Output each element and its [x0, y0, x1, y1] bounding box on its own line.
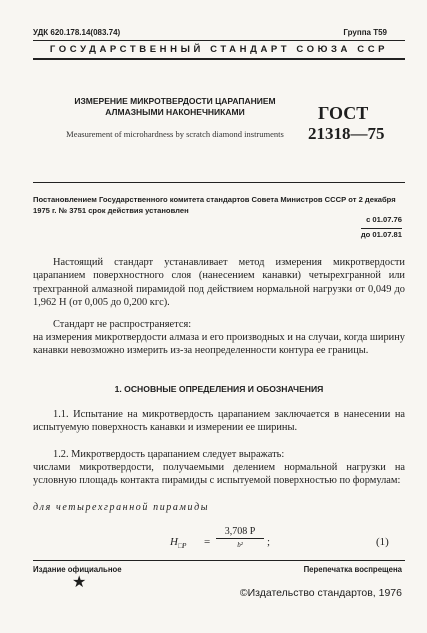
formula-subscript: □P	[177, 542, 187, 551]
valid-from: с 01.07.76	[366, 215, 402, 224]
decree-text: Постановлением Государственного комитета стандартов Совета Министров СССР от 2 декабря 1975 г. № 3751 срок действия установлен	[33, 195, 396, 215]
formula-number: (1)	[376, 536, 389, 548]
title-rule	[33, 182, 405, 183]
reprint-forbidden: Перепечатка воспрещена	[303, 565, 402, 574]
gost-label: ГОСТ	[318, 103, 369, 123]
copyright: ©Издательство стандартов, 1976	[239, 587, 402, 599]
formula-numerator: 3,708 P	[216, 526, 264, 539]
clause-1-2-text: числами микротвердости, получаемыми делением нормальной нагрузки на условную площадь контакта пирамиды с испытуемой поверхностью по формулам:	[33, 462, 405, 487]
official-edition: Издание официальное	[33, 565, 122, 574]
formula-denominator: b²	[237, 541, 243, 549]
formula-fraction	[216, 526, 264, 549]
gost-number: 21318—75	[308, 124, 385, 143]
pyramid-line: для четырехгранной пирамиды	[33, 502, 210, 513]
footer-rule	[33, 560, 405, 561]
scope-paragraph: Стандарт не распространяется:	[53, 319, 192, 330]
clause-1-1: 1.1. Испытание на микротвердость царапанием заключается в нанесении на испытуемую поверхность канавки и измерении ее ширины.	[33, 409, 405, 434]
group-code: Группа Т59	[343, 28, 387, 37]
formula-semicolon: ;	[267, 536, 271, 548]
document-title-ru: ИЗМЕРЕНИЕ МИКРОТВЕРДОСТИ ЦАРАПАНИЕМ АЛМАЗНЫМИ НАКОНЕЧНИКАМИ	[74, 96, 276, 117]
valid-to: до 01.07.81	[360, 230, 402, 239]
star-icon: ★	[72, 574, 87, 591]
standard-title: ГОСУДАРСТВЕННЫЙ СТАНДАРТ СОЮЗА ССР	[49, 44, 389, 55]
intro-paragraph: Настоящий стандарт устанавливает метод измерения микротвердости царапанием поверхностного слоя (нанесением канавки) четырехгранной или трехгранной алмазной пирамидой под действием нормальной нагрузки от 0,049 до 1,962 Н (от 0,005 до 0,200 кгс).	[33, 257, 405, 308]
document-title-en: Measurement of microhardness by scratch diamond instruments	[66, 129, 284, 139]
exclusion-paragraph: на измерения микротвердости алмаза и его производных и на случаи, когда ширину канавки невозможно измерить из-за неопределенности контура ее границы.	[33, 332, 405, 357]
top-rule	[33, 40, 405, 41]
udc-code: УДК 620.178.14(083.74)	[33, 28, 121, 37]
formula-equals: =	[204, 536, 211, 548]
header-rule	[33, 58, 405, 60]
clause-1-2: 1.2. Микротвердость царапанием следует выражать:	[53, 449, 285, 460]
section-heading: 1. ОСНОВНЫЕ ОПРЕДЕЛЕНИЯ И ОБОЗНАЧЕНИЯ	[114, 384, 324, 394]
formula-lhs	[170, 536, 186, 550]
formula-symbol: H	[170, 536, 178, 548]
